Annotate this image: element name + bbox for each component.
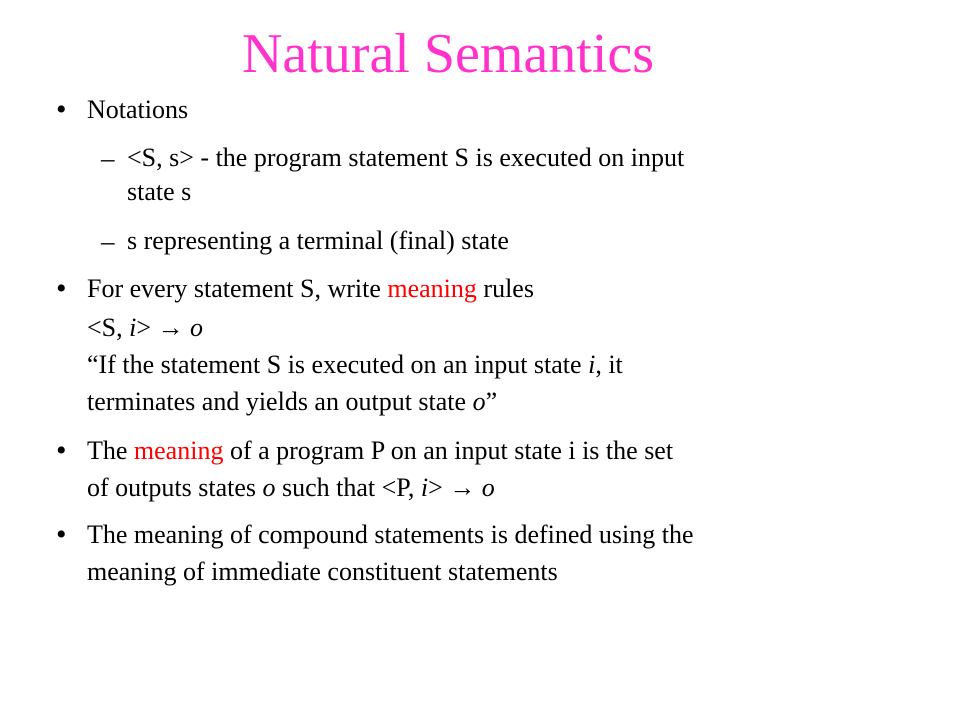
italic-i: i <box>588 350 596 379</box>
text-fragment: rules <box>476 274 534 303</box>
text-fragment: of outputs states <box>87 473 263 502</box>
italic-o: o <box>472 387 486 416</box>
text-fragment: terminates and yields an output state <box>87 387 473 416</box>
highlight-meaning: meaning <box>387 274 477 303</box>
italic-o: o <box>262 473 276 502</box>
arrow-fragment: > → <box>428 473 482 502</box>
bullet-marker: • <box>56 93 67 126</box>
rule-notation <box>87 310 203 345</box>
bullet-compound-statements: The meaning of compound statements is defined using the <box>87 520 694 549</box>
bullet-marker: • <box>56 272 67 305</box>
sub-bullet-terminal-state: s representing a terminal (final) state <box>127 226 509 255</box>
sub-bullet-notation-pair: <S, s> - the program statement S is executed on input <box>127 143 685 172</box>
bullet-program-meaning <box>87 433 673 468</box>
rule-quote-line-2 <box>87 384 497 419</box>
bullet-marker: • <box>56 434 67 467</box>
text-fragment: The <box>87 436 134 465</box>
bullet-marker: • <box>56 518 67 551</box>
text-fragment: “If the statement S is executed on an input state <box>87 350 589 379</box>
text-fragment: , it <box>595 350 623 379</box>
rule-quote-line-1 <box>87 347 623 382</box>
text-fragment: such that <P, <box>275 473 421 502</box>
sub-bullet-dash: – <box>101 143 115 173</box>
italic-o: o <box>481 473 495 502</box>
bullet-notations: Notations <box>87 95 189 124</box>
italic-i: i <box>129 313 137 342</box>
text-fragment: For every statement S, write <box>87 274 388 303</box>
arrow-fragment: > → <box>136 313 191 342</box>
italic-i: i <box>420 473 429 502</box>
sub-bullet-dash: – <box>101 226 115 256</box>
text-fragment: <S, <box>87 313 130 342</box>
bullet-compound-statements-cont: meaning of immediate constituent statements <box>87 557 558 586</box>
text-fragment: ” <box>485 387 498 416</box>
slide-title: Natural Semantics <box>241 23 655 85</box>
bullet-program-meaning-cont <box>87 470 495 505</box>
sub-bullet-notation-pair-cont: state s <box>127 177 192 206</box>
italic-o: o <box>190 313 204 342</box>
highlight-meaning: meaning <box>133 436 224 465</box>
text-fragment: of a program P on an input state i is the set <box>223 436 674 465</box>
bullet-meaning-rules <box>87 271 534 306</box>
